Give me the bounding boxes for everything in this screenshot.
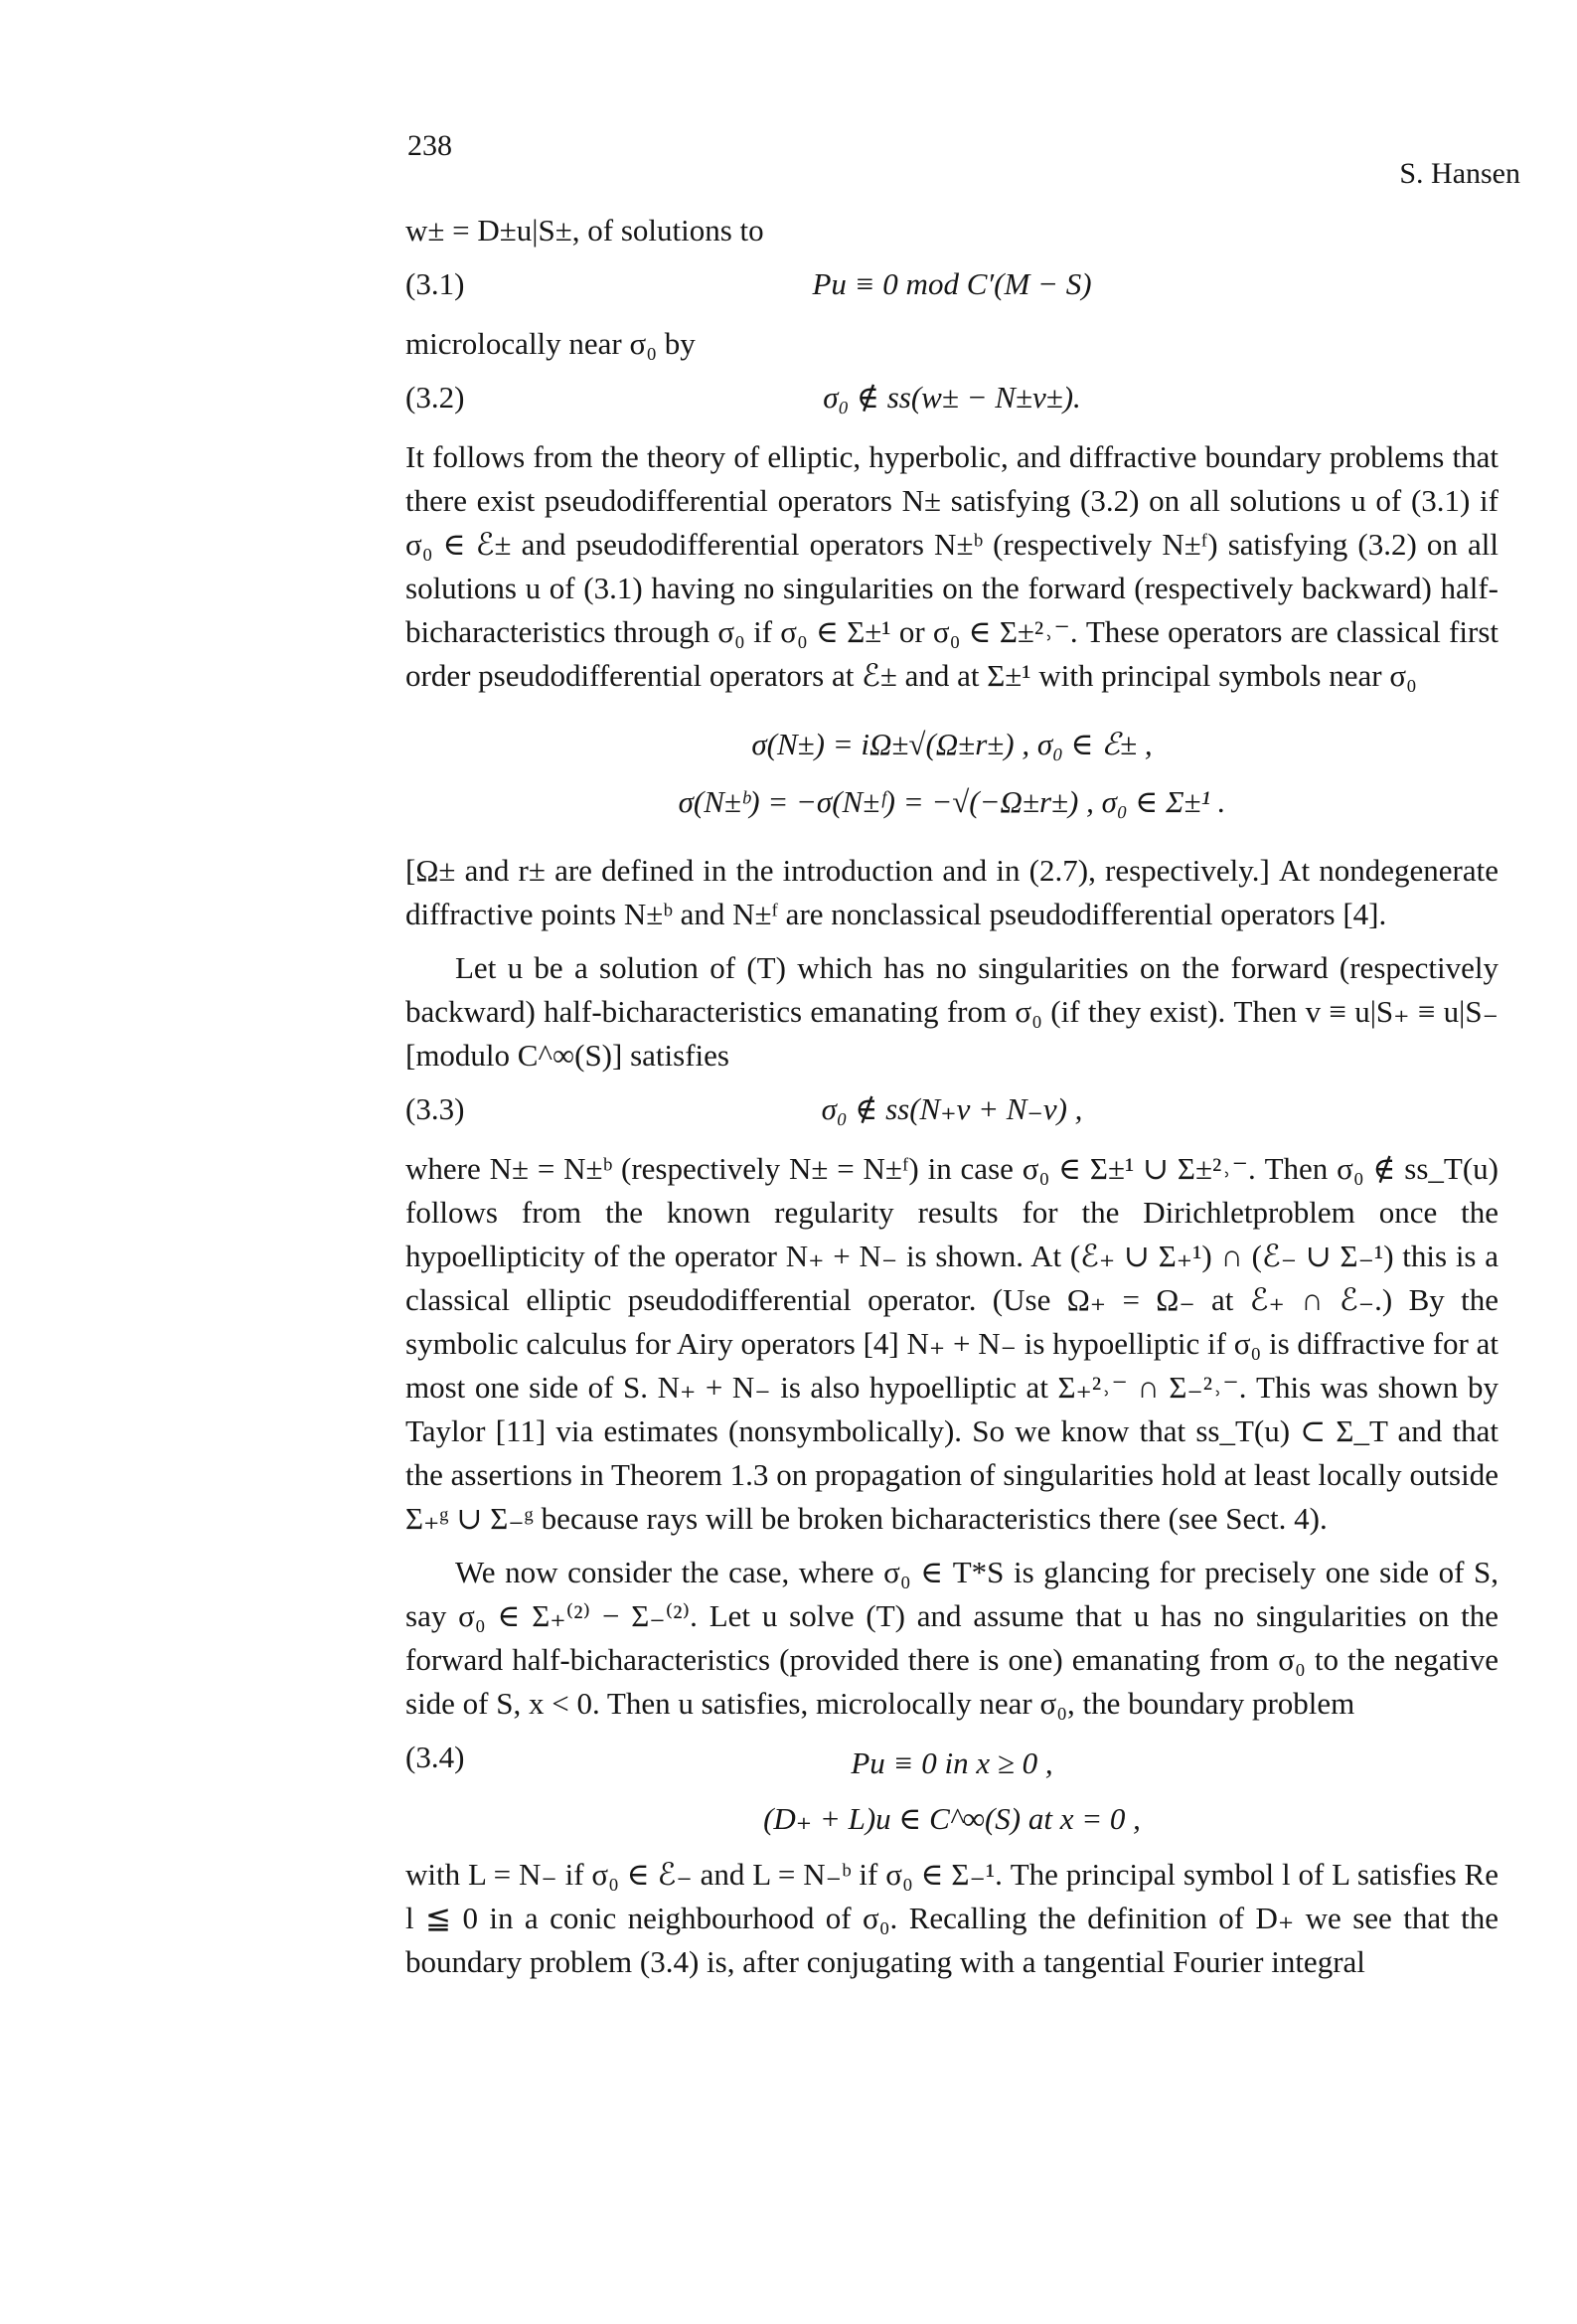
equation-body: σ₀ ∉ ss(N₊v + N₋v) , (821, 1091, 1083, 1126)
symbol-line-1: σ(N±) = iΩ±√(Ω±r±) , σ₀ ∈ ℰ± , (751, 727, 1153, 761)
paragraph-we-now-consider: We now consider the case, where σ₀ ∈ T*S is glancing for precisely one side of S, say σ₀ ∈ Σ₊⁽²⁾ − Σ₋⁽²⁾. Let u solve (T) and assume that u has no singularities on the forward half-bicharacteristics (provided there is one) emanating from σ₀ to the negative side of S, x < 0. Then u satisfies, microlocally near σ₀, the boundary problem (405, 1555, 1498, 1721)
paragraph-defined: [Ω± and r± are defined in the introduction and in (2.7), respectively.] At nondegenerate diffractive points N±ᵇ and N±ᶠ are nonclassical pseudodifferential operators [4]. (405, 853, 1498, 931)
paragraph-intro: w± = D±u|S±, of solutions to (405, 213, 764, 248)
paragraph-with: with L = N₋ if σ₀ ∈ ℰ₋ and L = N₋ᵇ if σ₀ ∈ Σ₋¹. The principal symbol l of L satisfies Re l ≦ 0 in a conic neighbourhood of σ₀. Recalling the definition of D₊ we see that the boundary problem (3.4) is, after conjugating with a tangential Fourier integral (405, 1857, 1498, 1979)
equation-number: (3.3) (405, 1091, 465, 1126)
symbol-line-2: σ(N±ᵇ) = −σ(N±ᶠ) = −√(−Ω±r±) , σ₀ ∈ Σ±¹ . (678, 784, 1226, 819)
paragraph-where: where N± = N±ᵇ (respectively N± = N±ᶠ) in case σ₀ ∈ Σ±¹ ∪ Σ±²˒⁻. Then σ₀ ∉ ss_T(u) follows from the known regularity results for the Dirichletproblem once the hypoellipticity of the operator N₊ + N₋ is shown. At (ℰ₊ ∪ Σ₊¹) ∩ (ℰ₋ ∪ Σ₋¹) this is a classical elliptic pseudodifferential operator. (Use Ω₊ = Ω₋ at ℰ₊ ∩ ℰ₋.) By the symbolic calculus for Airy operators [4] N₊ + N₋ is hypoelliptic if σ₀ is diffractive for at most one side of S. N₊ + N₋ is also hypoelliptic at Σ₊²˒⁻ ∩ Σ₋²˒⁻. This was shown by Taylor [11] via estimates (nonsymbolically). So we know that ss_T(u) ⊂ Σ_T and that the assertions in Theorem 1.3 on propagation of singularities hold at least locally outside Σ₊ᵍ ∪ Σ₋ᵍ because rays will be broken bicharacteristics there (see Sect. 4). (405, 1151, 1498, 1536)
page-number: 238 (407, 129, 452, 162)
equation-3-4 (405, 1736, 1498, 1845)
equation-number: (3.2) (405, 380, 465, 415)
equation-body: Pu ≡ 0 mod C′(M − S) (812, 266, 1092, 301)
equation-body (405, 1736, 1498, 1847)
equation-number: (3.1) (405, 266, 465, 301)
equation-3-3 (405, 1087, 1498, 1139)
equation-body: σ₀ ∉ ss(w± − N±v±). (823, 380, 1081, 415)
equation-3-1 (405, 262, 1498, 314)
equation-3-2 (405, 376, 1498, 427)
equation-line-2: (D₊ + L)u ∈ C^∞(S) at x = 0 , (763, 1801, 1141, 1836)
running-head: S. Hansen (1399, 157, 1520, 190)
equation-line-1: Pu ≡ 0 in x ≥ 0 , (851, 1745, 1053, 1780)
paragraph-theory: It follows from the theory of elliptic, hyperbolic, and diffractive boundary problems that there exist pseudodifferential operators N± satisfying (3.2) on all solutions u of (3.1) if σ₀ ∈ ℰ± and pseudodifferential operators N±ᵇ (respectively N±ᶠ) satisfying (3.2) on all solutions u of (3.1) having no singularities on the forward (respectively backward) half-bicharacteristics through σ₀ if σ₀ ∈ Σ±¹ or σ₀ ∈ Σ±²˒⁻. These operators are classical first order pseudodifferential operators at ℰ± and at Σ±¹ with principal symbols near σ₀ (405, 439, 1498, 693)
display-principal-symbols (405, 716, 1498, 831)
body-text (405, 209, 1498, 1994)
page-header (407, 129, 1520, 189)
paragraph-let: Let u be a solution of (T) which has no singularities on the forward (respectively backward) half-bicharacteristics emanating from σ₀ (if they exist). Then v ≡ u|S₊ ≡ u|S₋ [modulo C^∞(S)] satisfies (405, 950, 1498, 1073)
paragraph-microlocal: microlocally near σ₀ by (405, 326, 696, 361)
equation-number: (3.4) (405, 1740, 465, 1774)
